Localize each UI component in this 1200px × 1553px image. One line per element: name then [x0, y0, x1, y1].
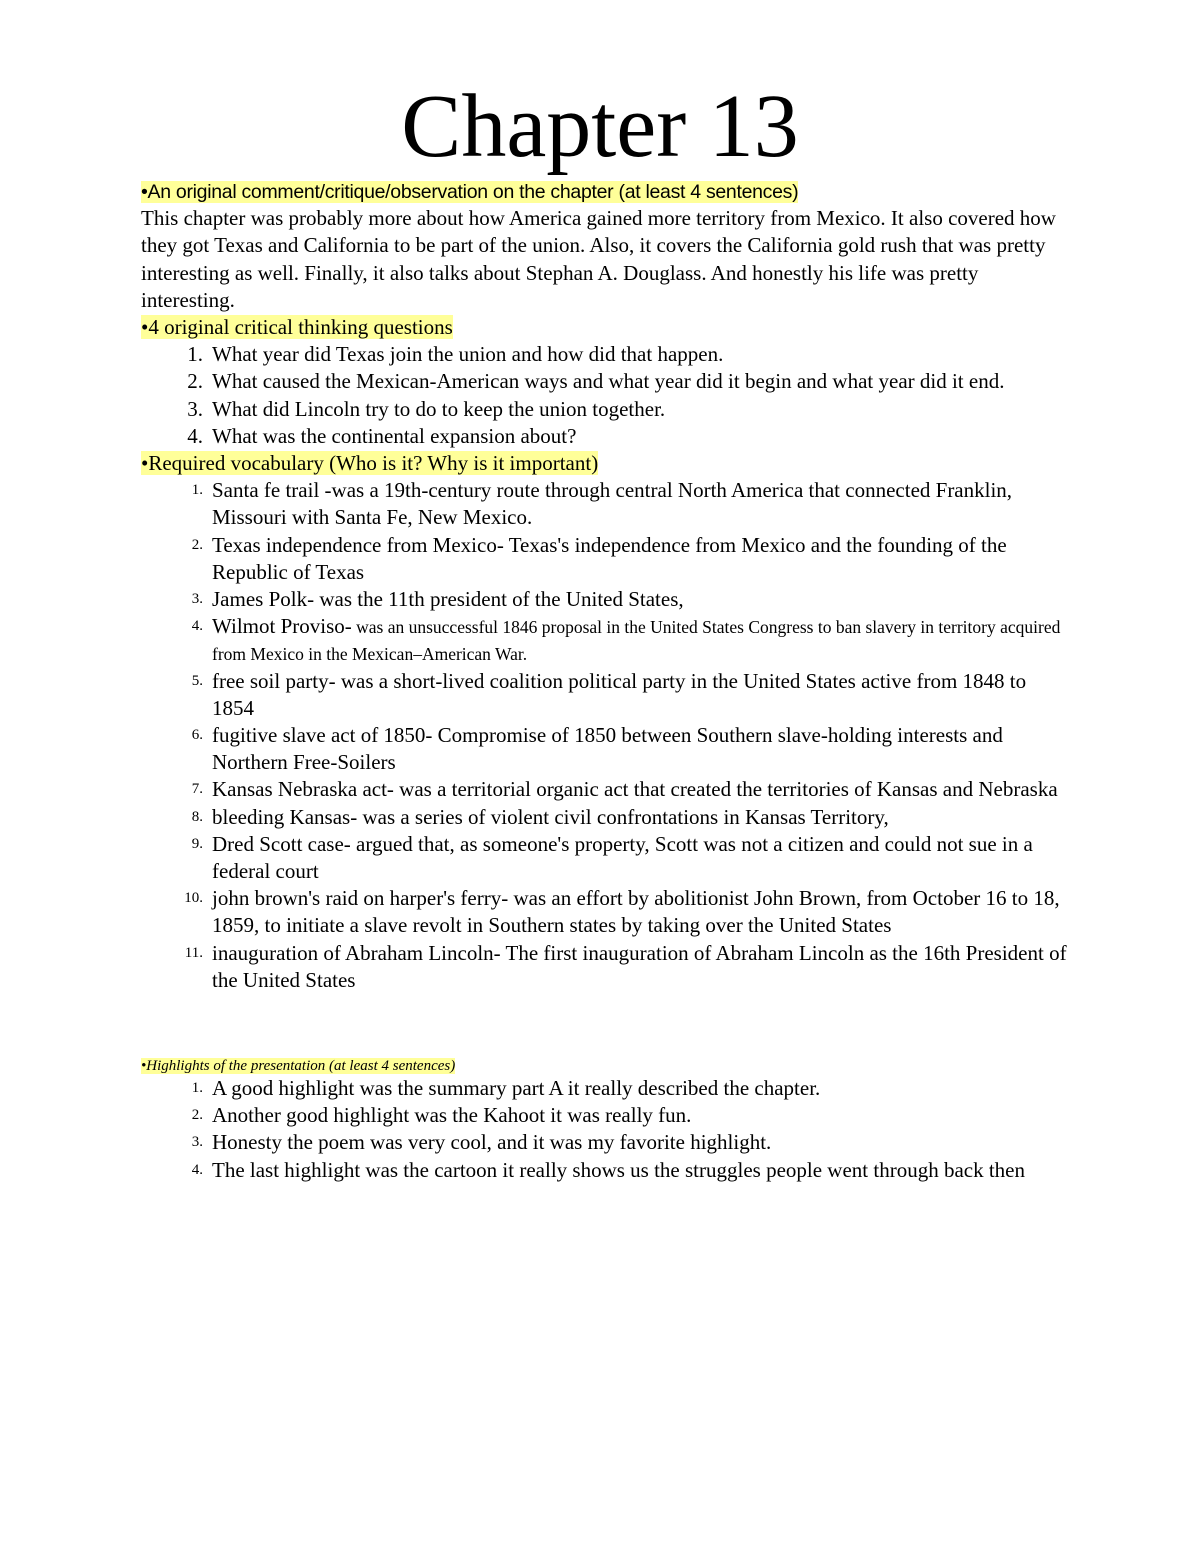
list-item [141, 1129, 1071, 1156]
list-number: 4. [187, 423, 203, 448]
highlights-heading-line [141, 1048, 1071, 1075]
list-item [141, 722, 1071, 776]
highlights-list [141, 1075, 1071, 1184]
list-item [141, 1157, 1071, 1184]
list-item [141, 368, 1071, 395]
list-item-text: Dred Scott case- argued that, as someone's property, Scott was not a citizen and could not sue in a federal court [212, 831, 1033, 884]
list-number: 6. [191, 727, 203, 744]
questions-heading: •4 original critical thinking questions [141, 315, 453, 339]
list-item-text: What year did Texas join the union and how did that happen. [212, 342, 724, 367]
list-item-text: Santa fe trail -was a 19th-century route through central North America that connected Franklin, Missouri with Santa Fe, New Mexico. [212, 478, 1013, 530]
list-item [141, 885, 1071, 939]
list-item [141, 613, 1071, 667]
list-item-text: James Polk- was the 11th president of the United States, [212, 587, 684, 611]
list-item [141, 586, 1071, 613]
page-title: Chapter 13 [401, 77, 799, 176]
list-number: 3. [187, 396, 203, 421]
highlights-heading: •Highlights of the presentation (at least 4 sentences) [141, 1058, 456, 1075]
list-number: 3. [191, 1134, 203, 1151]
vocabulary-list [141, 477, 1071, 994]
list-number: 8. [191, 808, 203, 825]
list-item-text: john brown's raid on harper's ferry- was an effort by abolitionist John Brown, from October 16 to 18, 1859, to initiate a slave revolt in Southern states by taking over the United States [212, 886, 1060, 938]
list-item [141, 477, 1071, 531]
list-number: 1. [191, 482, 203, 499]
list-item [141, 1102, 1071, 1129]
list-item-text: Kansas Nebraska act- was a territorial organic act that created the territories of Kansas and Nebraska [212, 777, 1058, 802]
list-item-term: Wilmot Proviso- [212, 614, 352, 639]
list-number: 2. [191, 536, 203, 553]
questions-heading-line [141, 314, 1071, 341]
list-item [141, 940, 1071, 994]
list-item [141, 341, 1071, 368]
list-number: 1. [187, 342, 203, 367]
list-item-text: fugitive slave act of 1850- Compromise of 1850 between Southern slave-holding interests and Northern Free-Soilers [212, 723, 1003, 775]
list-item-text: bleeding Kansas- was a series of violent civil confrontations in Kansas Territory, [212, 804, 889, 829]
list-number: 3. [191, 591, 203, 607]
vocabulary-heading-line [141, 450, 1071, 477]
list-item-text: What was the continental expansion about? [212, 423, 577, 448]
section-spacer [141, 994, 1071, 1048]
list-item-text: inauguration of Abraham Lincoln- The first inauguration of Abraham Lincoln as the 16th President of the United States [212, 940, 1067, 992]
list-item-text: Another good highlight was the Kahoot it was really fun. [212, 1103, 692, 1128]
vocabulary-heading: •Required vocabulary (Who is it? Why is it important) [141, 451, 599, 475]
list-number: 2. [187, 369, 203, 394]
list-number: 9. [191, 835, 203, 852]
list-item-definition: was an unsuccessful 1846 proposal in the United States Congress to ban slavery in territory acquired from Mexico in the Mexican–American War. [212, 617, 1061, 665]
list-item-text: Texas independence from Mexico- Texas's independence from Mexico and the founding of the Republic of Texas [212, 532, 1007, 584]
list-item [141, 776, 1071, 803]
list-number: 4. [191, 618, 203, 635]
list-item [141, 668, 1071, 722]
list-number: 4. [191, 1161, 203, 1178]
list-item-text: free soil party- was a short-lived coalition political party in the United States active from 1848 to 1854 [212, 668, 1027, 720]
list-item [141, 804, 1071, 831]
list-item [141, 1075, 1071, 1102]
list-number: 10. [184, 890, 203, 907]
comment-heading: •An original comment/critique/observation on the chapter (at least 4 sentences) [141, 181, 799, 203]
list-item-text: What caused the Mexican-American ways and what year did it begin and what year did it end. [212, 369, 1005, 394]
comment-heading-line [141, 178, 1071, 205]
questions-list [141, 341, 1071, 450]
list-number: 5. [191, 672, 203, 689]
list-item-text: What did Lincoln try to do to keep the union together. [212, 396, 666, 421]
list-item-text: The last highlight was the cartoon it really shows us the struggles people went through back then [212, 1157, 1025, 1182]
list-item [141, 396, 1071, 423]
list-item [141, 532, 1071, 586]
list-number: 11. [184, 944, 203, 961]
list-number: 7. [191, 781, 203, 798]
list-item [141, 423, 1071, 450]
list-number: 2. [191, 1107, 203, 1124]
document-body [141, 178, 1071, 1184]
list-item-text: Honesty the poem was very cool, and it was my favorite highlight. [212, 1130, 772, 1155]
list-item-text: A good highlight was the summary part A it really described the chapter. [212, 1076, 821, 1101]
list-number: 1. [191, 1080, 203, 1097]
list-item [141, 831, 1071, 885]
comment-body: This chapter was probably more about how America gained more territory from Mexico. It also covered how they got Texas and California to be part of the union. Also, it covers the California gold rush that was pretty interesting as well. Finally, it also talks about Stephan A. Douglass. And honestly his life was pretty interesting. [141, 206, 1056, 312]
